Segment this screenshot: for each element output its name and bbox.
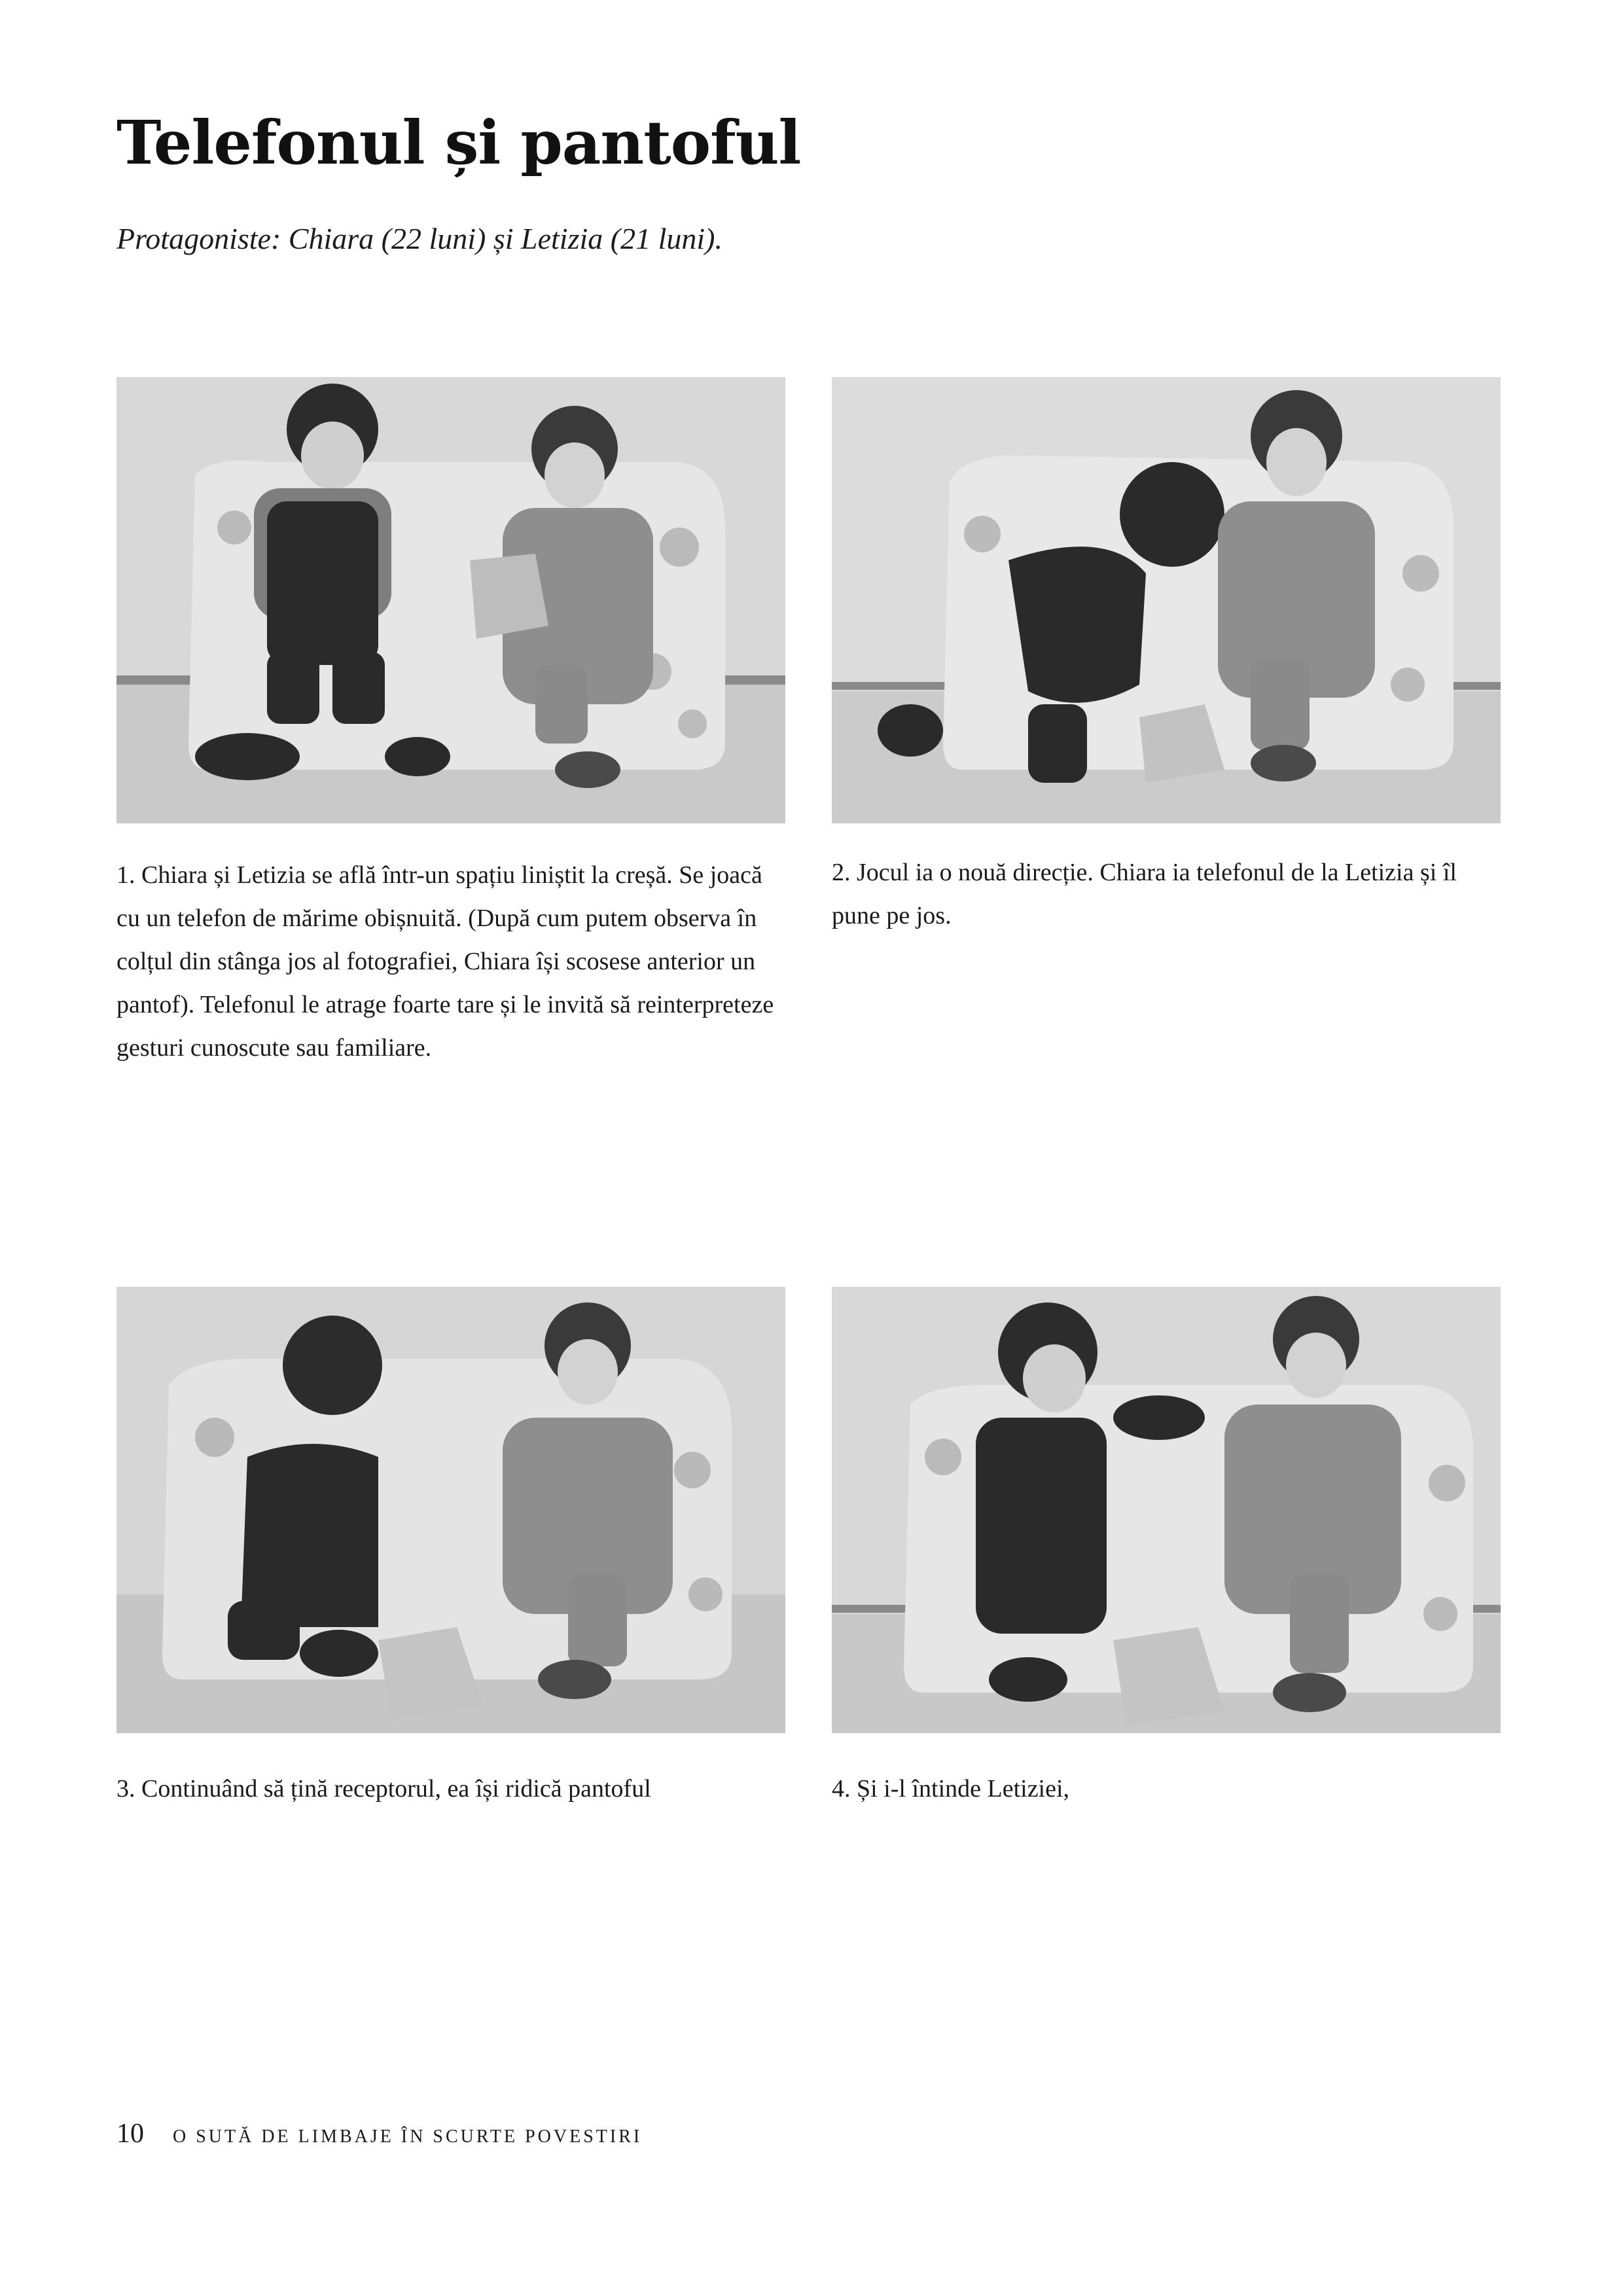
- caption-2: 2. Jocul ia o nouă direcție. Chiara ia telefonul de la Letizia și îl pune pe jos.: [832, 859, 1457, 929]
- photo-4: [832, 1287, 1501, 1733]
- caption-3: 3. Continuând să țină receptorul, ea își ridică pantoful: [116, 1775, 651, 1803]
- photo-3: [116, 1287, 785, 1733]
- photo-1: [116, 377, 785, 823]
- page-title: Telefonul și pantoful: [116, 107, 801, 178]
- running-title: O SUTĂ DE LIMBAJE ÎN SCURTE POVESTIRI: [173, 2126, 643, 2147]
- caption-1: 1. Chiara și Letizia se află într-un spațiu liniștit la creșă. Se joacă cu un telefon de mărime obișnuită. (După cum putem observa în colțul din stânga jos al fotografiei, Chiara își scosese anterior un pantof). Telefonul le atrage foarte tare și le invită să reinterpreteze gesturi cunoscute sau familiare.: [116, 861, 774, 1062]
- protagonists-line: Protagoniste: Chiara (22 luni) și Letizia (21 luni).: [116, 222, 722, 255]
- photo-2: [832, 377, 1501, 823]
- page-number: 10: [116, 2119, 144, 2149]
- page-footer: [116, 2118, 642, 2149]
- caption-4: 4. Și i-l întinde Letiziei,: [832, 1775, 1070, 1803]
